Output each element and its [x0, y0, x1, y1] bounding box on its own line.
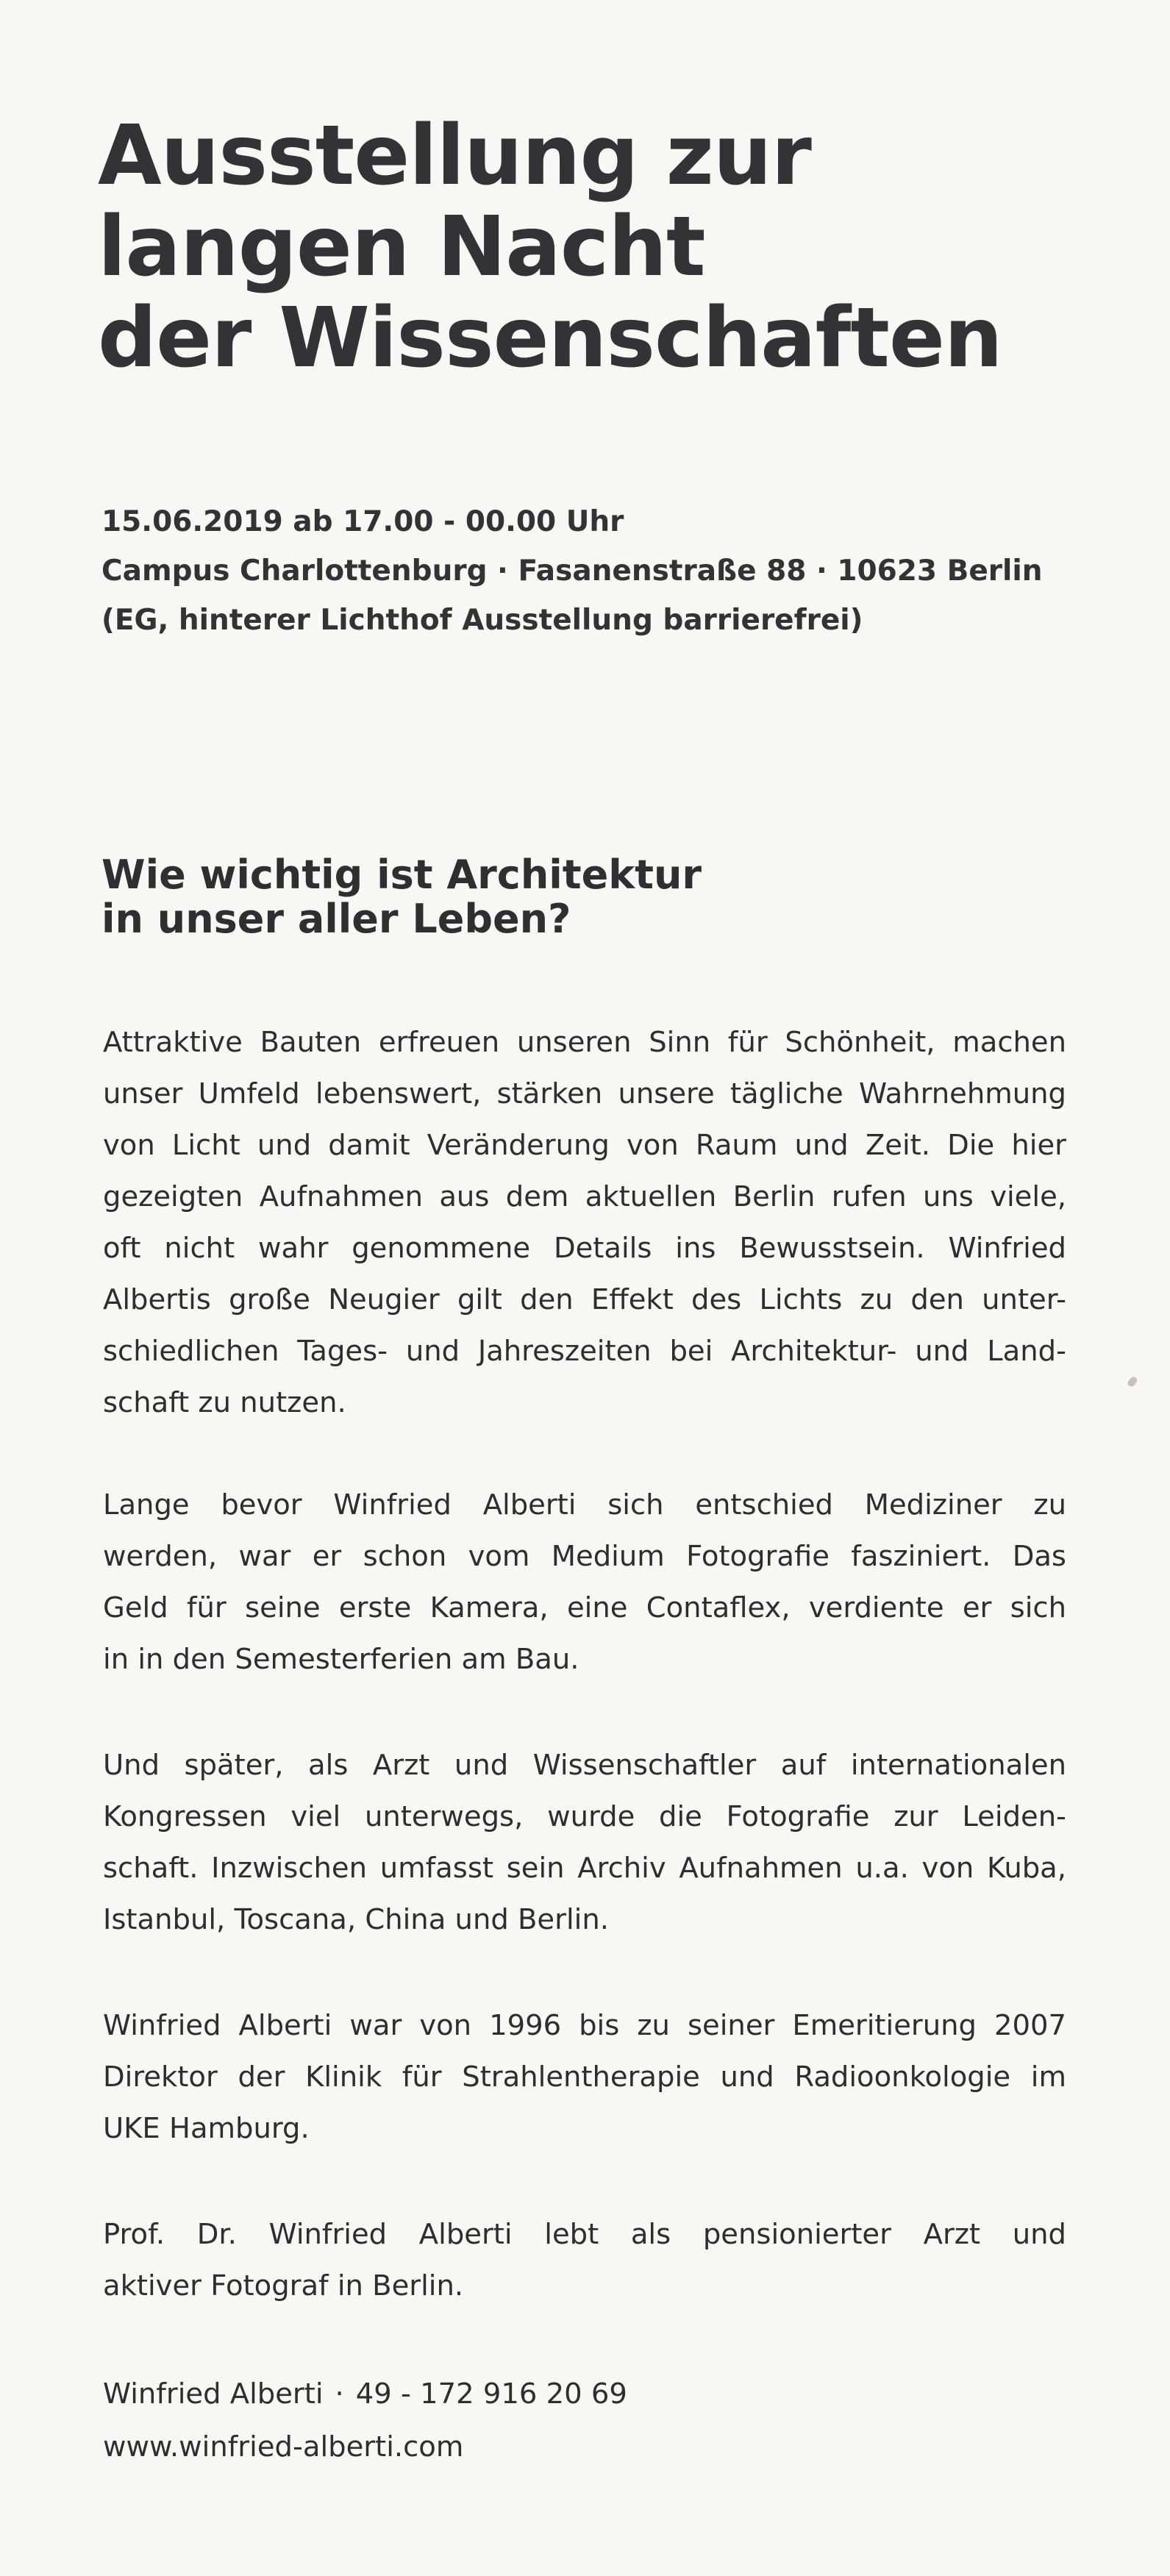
text-line: oft nicht wahr genommene Details ins Bewusstsein. Winfried [103, 1232, 1066, 1265]
text-line: werden, war er schon vom Medium Fotografie fasziniert. Das [103, 1540, 1066, 1573]
contact-website: www.winfried-alberti.com [103, 2430, 464, 2463]
contact-phone: 49 - 172 916 20 69 [355, 2377, 627, 2411]
text-line: Direktor der Klinik für Strahlentherapie und Radioonkologie im [103, 2061, 1066, 2094]
event-details [101, 497, 1087, 645]
text-line: Lange bevor Winfried Alberti sich entschied Mediziner zu [103, 1488, 1066, 1521]
text-line: Kongressen viel unterwegs, wurde die Fotografie zur Leiden- [103, 1800, 1066, 1833]
title-line-1: Ausstellung zur [98, 108, 811, 204]
contact-name: Winfried Alberti [103, 2377, 324, 2411]
text-line: Prof. Dr. Winfried Alberti lebt als pensionierter Arzt und [103, 2218, 1066, 2251]
contact-block [103, 2368, 1059, 2474]
contact-line [103, 2368, 1059, 2421]
text-line: UKE Hamburg. [103, 2112, 310, 2145]
text-line: schiedlichen Tages- und Jahreszeiten bei Architektur- und Land- [103, 1335, 1066, 1368]
text-line: Und später, als Arzt und Wissenschaftler auf internationalen [103, 1749, 1066, 1782]
heading-line-1: Wie wichtig ist Architektur [101, 852, 702, 898]
paragraph-passion [103, 1740, 1066, 1946]
section-heading [101, 853, 1072, 941]
paragraph-early-photography [103, 1480, 1066, 1685]
title-line-2: langen Nacht [98, 199, 705, 295]
text-line: Attraktive Bauten erfreuen unseren Sinn für Schönheit, machen [103, 1026, 1066, 1059]
page-title [98, 110, 1113, 384]
contact-separator: · [335, 2377, 344, 2411]
text-line: Istanbul, Toscana, China und Berlin. [103, 1903, 609, 1936]
text-line: von Licht und damit Veränderung von Raum und Zeit. Die hier [103, 1129, 1066, 1162]
text-line: Geld für seine erste Kamera, eine Contaflex, verdiente er sich [103, 1591, 1066, 1624]
text-line: schaft zu nutzen. [103, 1386, 346, 1419]
text-line: Winfried Alberti war von 1996 bis zu seiner Emeritierung 2007 [103, 2009, 1066, 2042]
event-location: Campus Charlottenburg · Fasanenstraße 88 · 10623 Berlin [101, 554, 1043, 588]
text-line: Albertis große Neugier gilt den Effekt des Lichts zu den unter- [103, 1283, 1066, 1316]
paragraph-architecture [103, 1017, 1066, 1429]
event-date-time: 15.06.2019 ab 17.00 - 00.00 Uhr [101, 505, 624, 538]
paragraph-career [103, 2000, 1066, 2155]
title-line-3: der Wissenschaften [98, 290, 1002, 386]
paragraph-present [103, 2209, 1066, 2312]
paper-speck [1127, 1375, 1138, 1388]
text-line: unser Umfeld lebenswert, stärken unsere tägliche Wahrnehmung [103, 1077, 1066, 1110]
text-line: schaft. Inzwischen umfasst sein Archiv Aufnahmen u.a. von Kuba, [103, 1852, 1066, 1885]
heading-line-2: in unser aller Leben? [101, 896, 571, 942]
text-line: in in den Semesterferien am Bau. [103, 1643, 579, 1676]
text-line: aktiver Fotograf in Berlin. [103, 2269, 464, 2302]
text-line: gezeigten Aufnahmen aus dem aktuellen Berlin rufen uns viele, [103, 1180, 1066, 1213]
event-venue-note: (EG, hinterer Lichthof Ausstellung barrierefrei) [101, 604, 863, 637]
